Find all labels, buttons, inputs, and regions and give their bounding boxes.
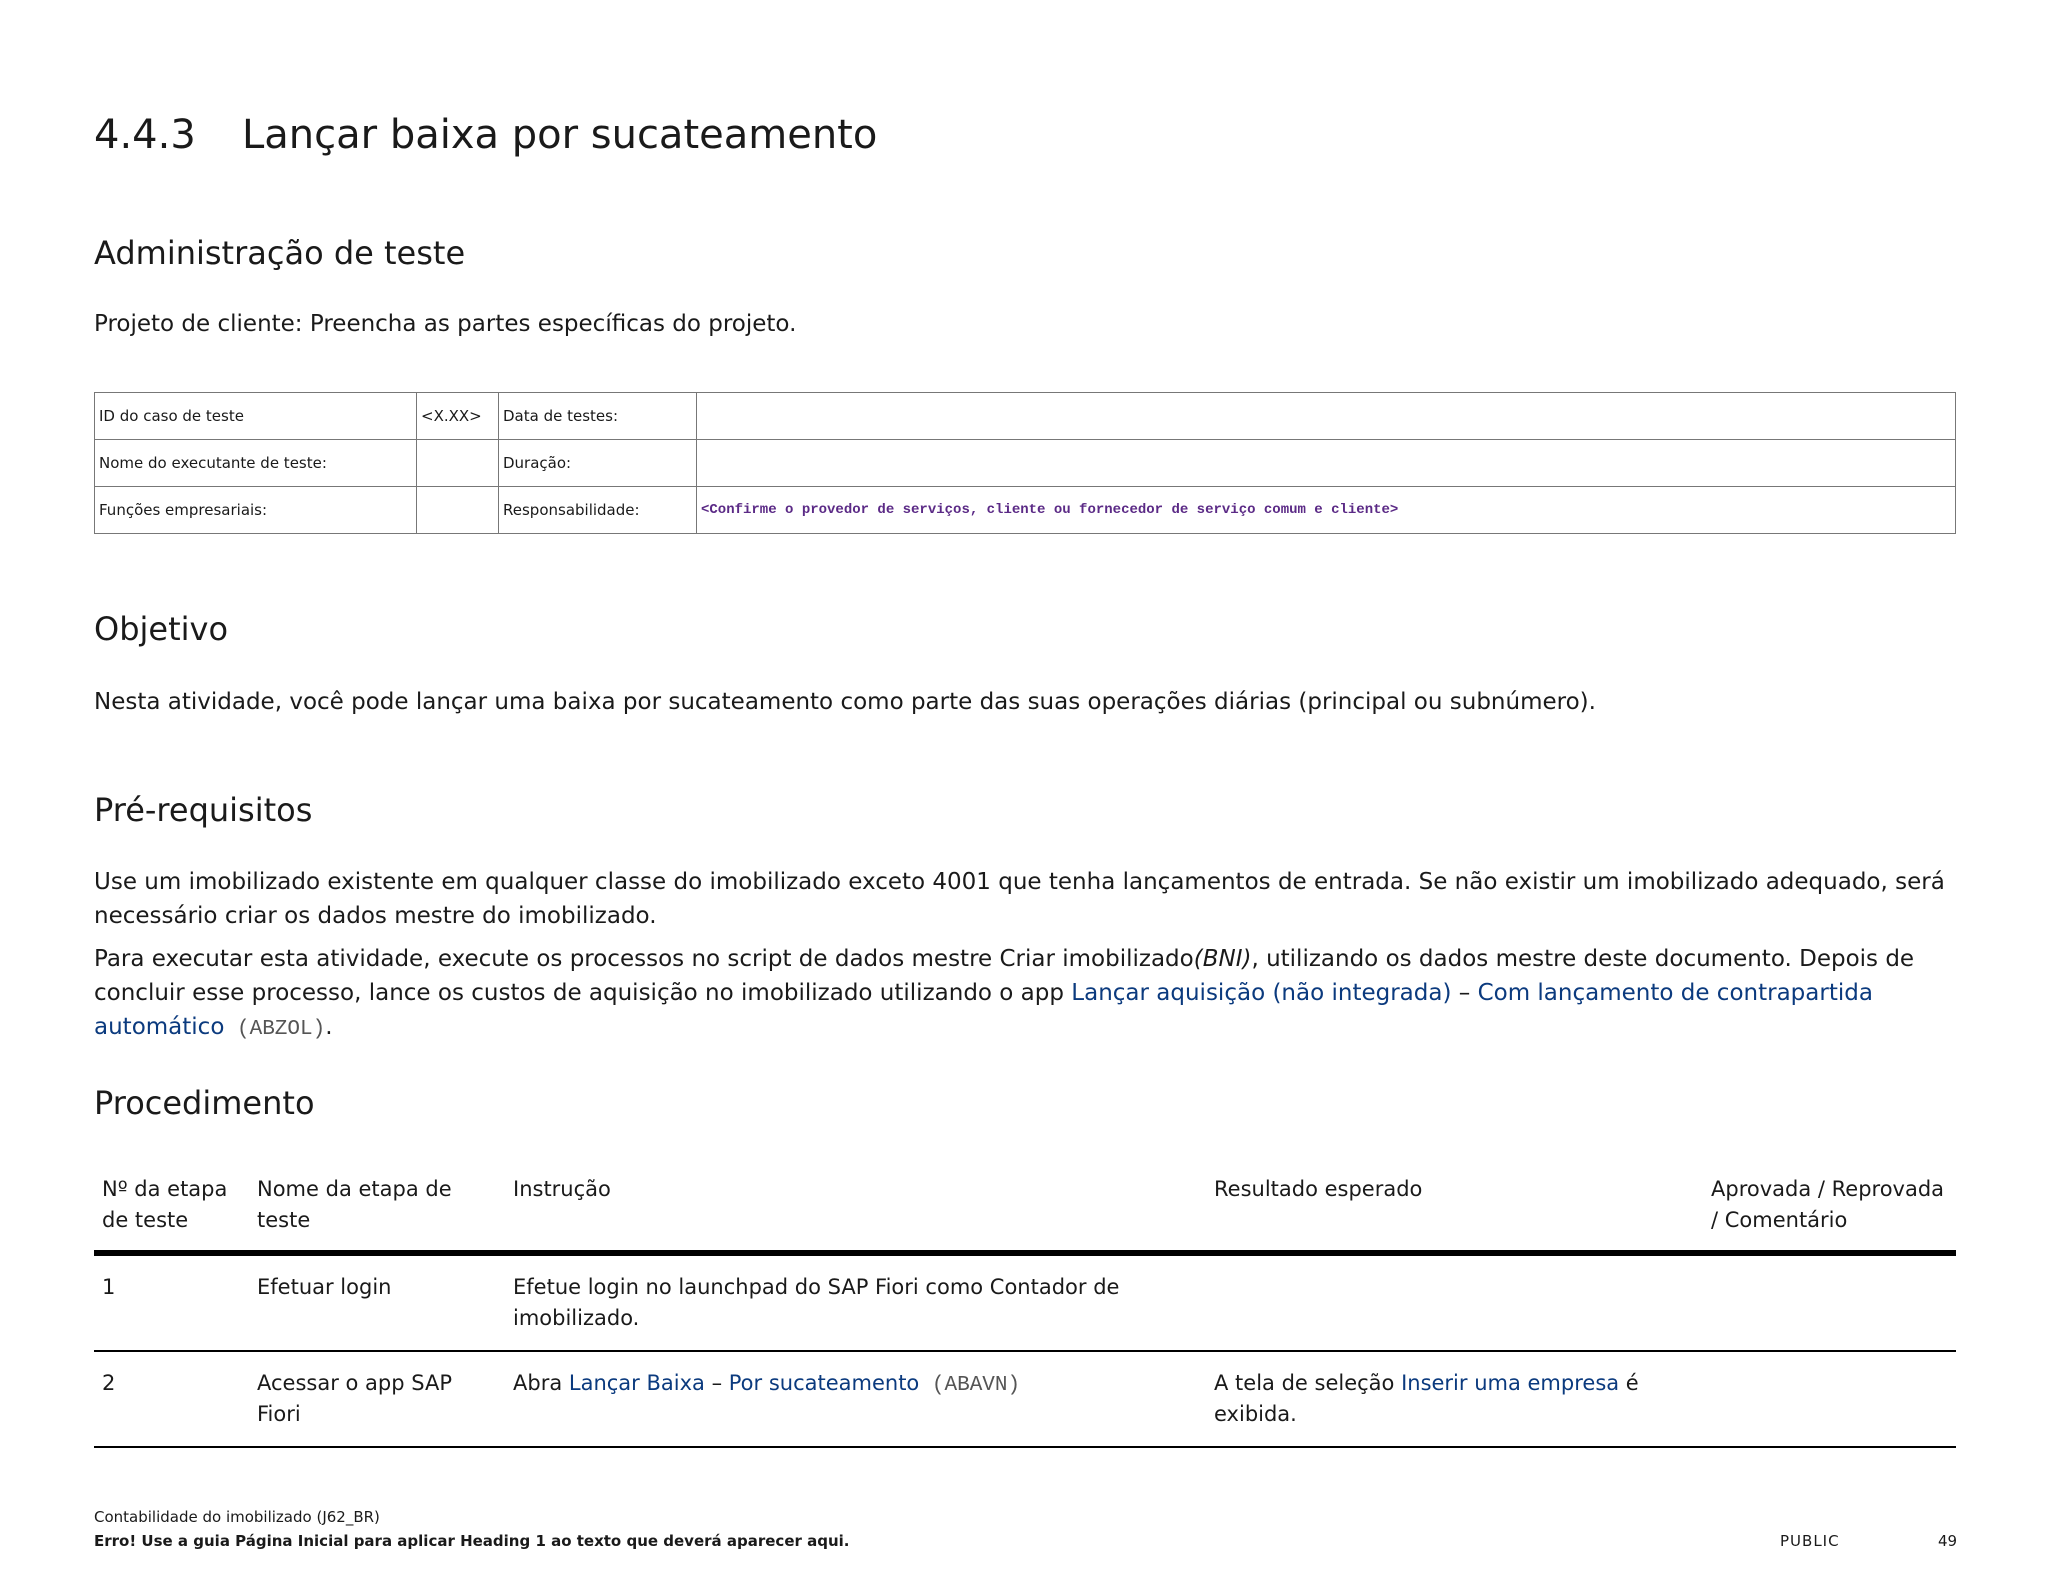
footer-doc-name: Contabilidade do imobilizado (J62_BR) bbox=[94, 1508, 380, 1526]
prereq-italic: (BNI) bbox=[1193, 946, 1252, 972]
table-row bbox=[94, 1351, 1956, 1447]
prereq-paragraph-2 bbox=[94, 942, 1956, 1047]
prereq-heading: Pré-requisitos bbox=[94, 791, 313, 829]
instruction-text: Abra bbox=[513, 1371, 569, 1395]
admin-value[interactable] bbox=[697, 440, 1956, 487]
admin-value[interactable]: <X.XX> bbox=[417, 393, 499, 440]
page-number: 49 bbox=[1938, 1532, 1958, 1550]
admin-heading: Administração de teste bbox=[94, 234, 466, 272]
footer-error-text: Erro! Use a guia Página Inicial para aplicar Heading 1 ao texto que deverá aparecer aqui. bbox=[94, 1532, 850, 1550]
admin-row bbox=[95, 393, 1956, 440]
transaction-code: (ABZOL) bbox=[224, 1018, 326, 1041]
app-link-by-scrapping[interactable]: Por sucateamento bbox=[728, 1371, 920, 1395]
admin-label: Duração: bbox=[499, 440, 697, 487]
procedure-table bbox=[94, 1168, 1956, 1448]
app-link-post-acquisition[interactable]: Lançar aquisição (não integrada) bbox=[1071, 980, 1452, 1006]
column-header: Resultado esperado bbox=[1206, 1168, 1703, 1253]
admin-intro: Projeto de cliente: Preencha as partes específicas do projeto. bbox=[94, 311, 797, 337]
table-row bbox=[94, 1253, 1956, 1351]
column-header: Aprovada / Reprovada / Comentário bbox=[1703, 1168, 1956, 1253]
step-instruction: Efetue login no launchpad do SAP Fiori como Contador de imobilizado. bbox=[505, 1253, 1206, 1351]
prereq-text: . bbox=[325, 1014, 333, 1040]
column-header: Nome da etapa de teste bbox=[249, 1168, 505, 1253]
section-number: 4.4.3 bbox=[94, 112, 196, 158]
transaction-code: (ABAVN) bbox=[919, 1374, 1021, 1397]
step-status[interactable] bbox=[1703, 1253, 1956, 1351]
prereq-text: , utilizando os dados mestre deste documento. Depois de concluir esse processo, lance os custos de aquisição no imobilizado utilizando o app bbox=[94, 946, 1915, 1006]
separator: – bbox=[1451, 980, 1478, 1006]
admin-row bbox=[95, 487, 1956, 534]
prereq-paragraph-1: Use um imobilizado existente em qualquer classe do imobilizado exceto 4001 que tenha lançamentos de entrada. Se não existir um imobilizado adequado, será necessário criar os dados mestre do imobilizado. bbox=[94, 869, 1945, 929]
step-instruction bbox=[505, 1351, 1206, 1447]
column-header: Instrução bbox=[505, 1168, 1206, 1253]
column-header: Nº da etapa de teste bbox=[94, 1168, 249, 1253]
section-title-text: Lançar baixa por sucateamento bbox=[242, 112, 878, 158]
step-number: 2 bbox=[94, 1351, 249, 1447]
expected-text: A tela de seleção bbox=[1214, 1371, 1402, 1395]
separator: – bbox=[704, 1371, 729, 1395]
footer-classification: PUBLIC bbox=[1780, 1532, 1840, 1550]
test-admin-table bbox=[94, 392, 1956, 534]
admin-label: Data de testes: bbox=[499, 393, 697, 440]
procedure-heading: Procedimento bbox=[94, 1084, 315, 1122]
app-link-post-retirement[interactable]: Lançar Baixa bbox=[568, 1371, 705, 1395]
responsibility-placeholder[interactable]: <Confirme o provedor de serviços, cliente ou fornecedor de serviço comum e cliente> bbox=[697, 487, 1956, 534]
step-expected bbox=[1206, 1351, 1703, 1447]
step-number: 1 bbox=[94, 1253, 249, 1351]
section-title bbox=[94, 112, 877, 158]
admin-row bbox=[95, 440, 1956, 487]
admin-value[interactable] bbox=[697, 393, 1956, 440]
objective-heading: Objetivo bbox=[94, 610, 229, 648]
admin-label: ID do caso de teste bbox=[95, 393, 417, 440]
step-name: Efetuar login bbox=[249, 1253, 505, 1351]
app-link-auto-offset[interactable]: Com lançamento de contrapartida automático bbox=[94, 980, 1873, 1040]
procedure-header-row bbox=[94, 1168, 1956, 1253]
objective-text: Nesta atividade, você pode lançar uma baixa por sucateamento como parte das suas operações diárias (principal ou subnúmero). bbox=[94, 689, 1596, 715]
step-expected bbox=[1206, 1253, 1703, 1351]
screen-link-enter-company[interactable]: Inserir uma empresa bbox=[1401, 1371, 1620, 1395]
admin-label: Responsabilidade: bbox=[499, 487, 697, 534]
step-name: Acessar o app SAP Fiori bbox=[249, 1351, 505, 1447]
expected-text: é exibida. bbox=[1214, 1371, 1639, 1426]
admin-value[interactable] bbox=[417, 487, 499, 534]
step-status[interactable] bbox=[1703, 1351, 1956, 1447]
admin-label: Funções empresariais: bbox=[95, 487, 417, 534]
prereq-text: Para executar esta atividade, execute os processos no script de dados mestre Criar imobilizado bbox=[94, 946, 1194, 972]
admin-label: Nome do executante de teste: bbox=[95, 440, 417, 487]
admin-value[interactable] bbox=[417, 440, 499, 487]
